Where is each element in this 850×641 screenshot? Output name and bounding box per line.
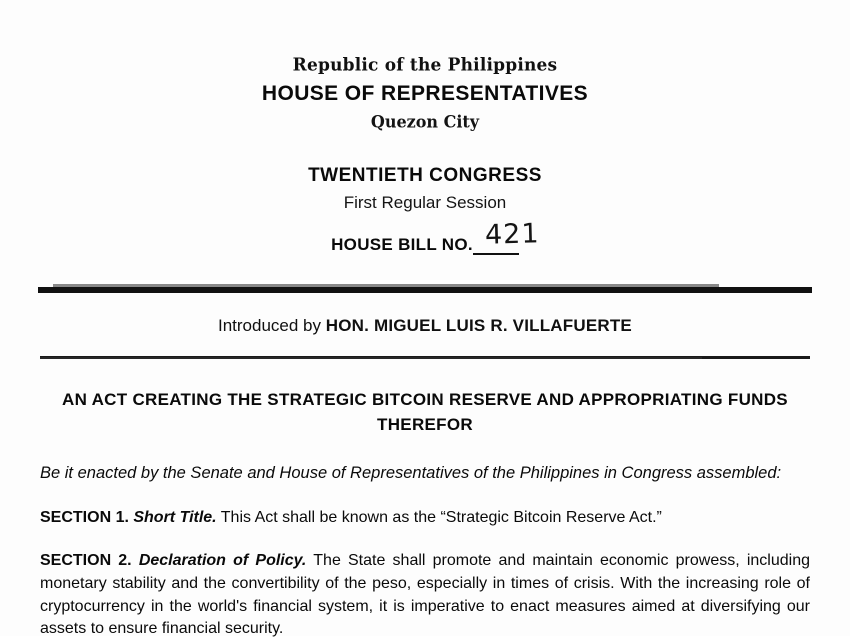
- section-2-number: SECTION 2.: [40, 552, 132, 570]
- republic-line: Republic of the Philippines: [292, 54, 558, 76]
- introduced-prefix: Introduced by: [218, 315, 326, 335]
- enacting-clause: Be it enacted by the Senate and House of Representatives of the Philippines in Congress assembled:: [40, 463, 782, 482]
- introduced-by-line: [0, 316, 850, 336]
- section-1-heading: Short Title.: [133, 508, 217, 526]
- session-line: First Regular Session: [343, 192, 507, 212]
- congress-line: TWENTIETH CONGRESS: [308, 164, 542, 186]
- section-1-number: SECTION 1.: [40, 508, 129, 526]
- city-line: Quezon City: [370, 111, 480, 132]
- section-1: [40, 507, 810, 530]
- section-2-text: The State shall promote and maintain economic prowess, including monetary stability and the convertibility of the peso, especially in times of crisis. With the increasing role of cryptocurrency in the world's financial system, it is imperative to enact measures aimed at diversifying our assets to ensure financial security.: [40, 552, 811, 638]
- divider-thin: [40, 356, 810, 359]
- act-title: AN ACT CREATING THE STRATEGIC BITCOIN RESERVE AND APPROPRIATING FUNDS THEREFOR: [62, 389, 788, 435]
- section-2-heading: Declaration of Policy.: [138, 552, 307, 570]
- bill-number-row: [0, 217, 850, 265]
- bill-number-handwritten: 421: [484, 217, 540, 251]
- house-line: HOUSE OF REPRESENTATIVES: [261, 81, 589, 105]
- author-name: HON. MIGUEL LUIS R. VILLAFUERTE: [325, 315, 632, 335]
- section-1-text: This Act shall be known as the “Strategic Bitcoin Reserve Act.”: [216, 508, 662, 526]
- masthead: [0, 0, 850, 131]
- bill-number-label: HOUSE BILL NO.: [331, 234, 473, 254]
- section-2: [40, 550, 810, 641]
- document-body: [40, 462, 810, 641]
- divider-thick: [38, 287, 812, 293]
